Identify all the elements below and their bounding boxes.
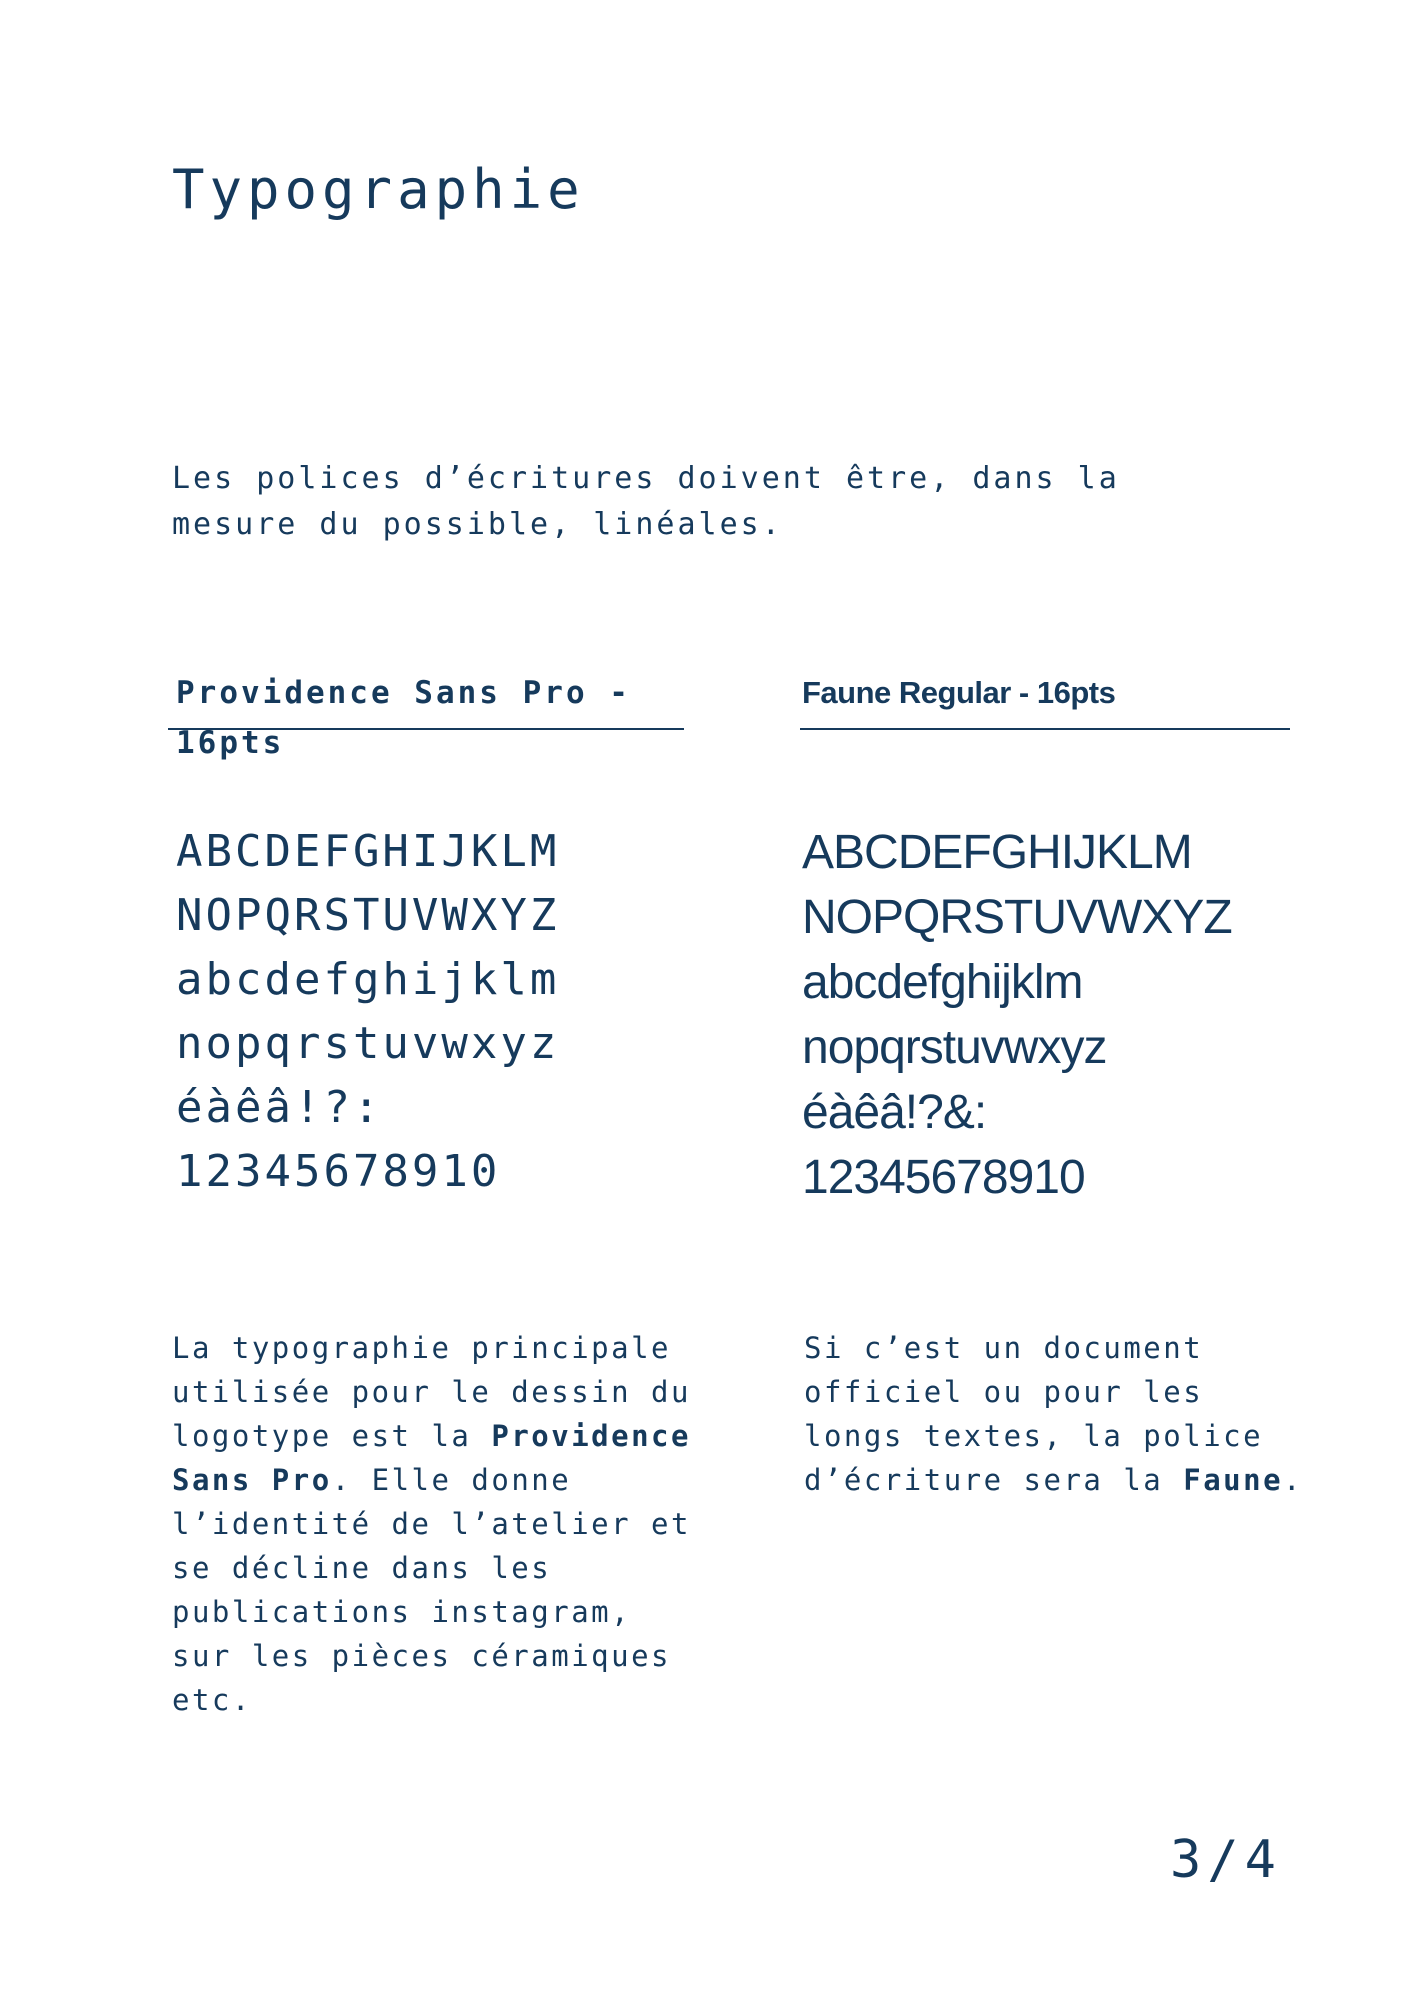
page-number: 3/4 (1170, 1830, 1282, 1890)
description-faune (804, 1326, 1304, 1502)
specimen-uppercase-a-m: ABCDEFGHIJKLM (176, 826, 560, 877)
font-column-faune (800, 668, 1290, 1210)
specimen-uppercase-n-z: NOPQRSTUVWXYZ (802, 891, 1232, 944)
description-text: Si c’est un document officiel ou pour les longs textes, la police d’écriture sera la (804, 1331, 1264, 1497)
specimen-uppercase-a-m: ABCDEFGHIJKLM (802, 826, 1192, 879)
description-text: La typographie principale utilisée pour le dessin du logotype est la (172, 1331, 691, 1453)
heading-divider (800, 728, 1290, 730)
font-specimen-faune (800, 820, 1290, 1210)
specimen-lowercase-n-z: nopqrstuvwxyz (802, 1021, 1107, 1074)
specimen-lowercase-a-m: abcdefghijklm (176, 954, 560, 1005)
description-providence (172, 1326, 692, 1722)
description-text: . Elle donne l’identité de l’atelier et se décline dans les publications instagram, sur les pièces céramiques etc. (172, 1463, 691, 1717)
specimen-accents-punctuation: éàêâ!?: (176, 1082, 383, 1133)
font-name-emphasis: Providence Sans Pro (172, 1419, 691, 1497)
intro-text: Les polices d’écritures doivent être, dans la mesure du possible, linéales. (172, 461, 1120, 542)
specimen-uppercase-n-z: NOPQRSTUVWXYZ (176, 890, 560, 941)
specimen-lowercase-a-m: abcdefghijklm (802, 956, 1083, 1009)
font-heading-providence: Providence Sans Pro - 16pts (176, 675, 631, 761)
specimen-accents-punctuation: éàêâ!?&: (802, 1086, 987, 1139)
font-name-emphasis: Faune (1183, 1463, 1284, 1497)
font-heading-faune: Faune Regular - 16pts (802, 675, 1116, 710)
specimen-lowercase-n-z: nopqrstuvwxyz (176, 1018, 560, 1069)
description-text: . (1283, 1463, 1304, 1497)
specimen-numbers: 12345678910 (802, 1151, 1085, 1204)
font-specimen-providence (168, 820, 684, 1204)
font-column-providence (168, 668, 684, 1204)
specimen-numbers: 12345678910 (176, 1146, 501, 1197)
page-title: Typographie (172, 158, 585, 221)
